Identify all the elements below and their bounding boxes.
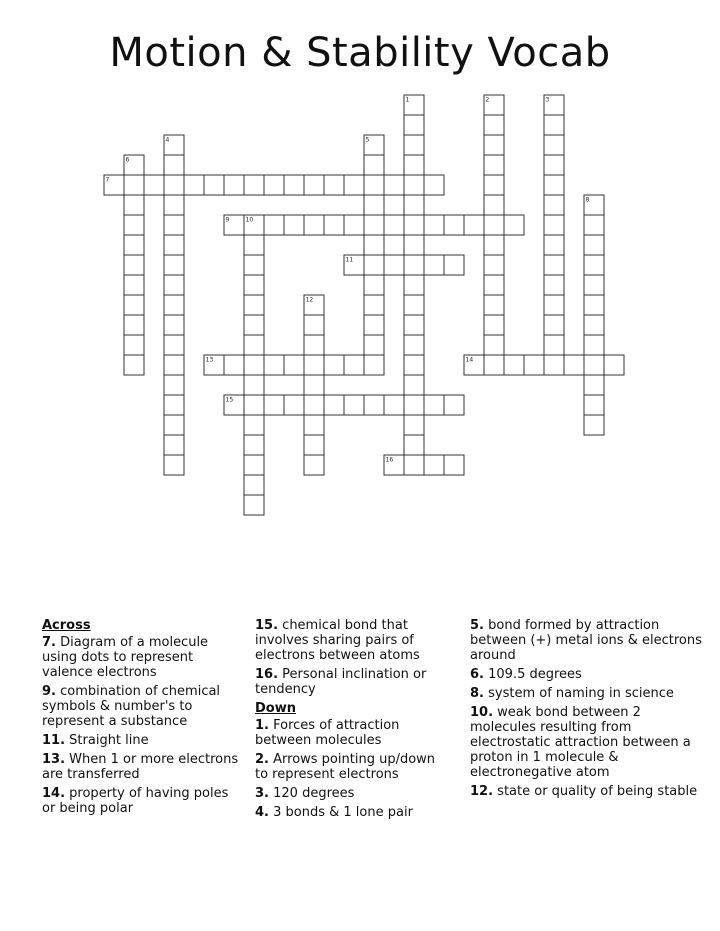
- grid-cell[interactable]: [164, 435, 184, 455]
- grid-cell[interactable]: [584, 355, 604, 375]
- grid-cell[interactable]: [544, 195, 564, 215]
- grid-cell[interactable]: [244, 415, 264, 435]
- grid-cell[interactable]: [484, 335, 504, 355]
- grid-cell[interactable]: [444, 395, 464, 415]
- grid-cell[interactable]: [544, 155, 564, 175]
- grid-cell[interactable]: [364, 315, 384, 335]
- across-clue-13: 13. When 1 or more electrons are transferred: [42, 752, 239, 782]
- grid-cell[interactable]: [244, 175, 264, 195]
- grid-cell[interactable]: [404, 315, 424, 335]
- clue-number-14: 14: [465, 356, 474, 364]
- grid-cell[interactable]: [384, 255, 404, 275]
- clue-number-5: 5: [365, 136, 370, 144]
- grid-cell[interactable]: [404, 375, 424, 395]
- clues-column-1: [42, 618, 242, 820]
- grid-cell[interactable]: [164, 395, 184, 415]
- grid-cell[interactable]: [404, 355, 424, 375]
- grid-cell[interactable]: [264, 395, 284, 415]
- grid-cell[interactable]: [164, 255, 184, 275]
- grid-cell[interactable]: [244, 395, 264, 415]
- grid-cell[interactable]: [244, 315, 264, 335]
- grid-cell[interactable]: [404, 335, 424, 355]
- clue-number-3: 3: [545, 96, 550, 104]
- grid-cell[interactable]: [544, 295, 564, 315]
- clue-number-8: 8: [585, 196, 590, 204]
- grid-cell[interactable]: [424, 395, 444, 415]
- grid-cell[interactable]: [364, 175, 384, 195]
- grid-cell[interactable]: [124, 315, 144, 335]
- grid-cell[interactable]: [164, 295, 184, 315]
- grid-cell[interactable]: [364, 275, 384, 295]
- grid-cell[interactable]: [164, 275, 184, 295]
- grid-cell[interactable]: [484, 295, 504, 315]
- grid-cell[interactable]: [304, 435, 324, 455]
- grid-cell[interactable]: [164, 235, 184, 255]
- grid-cell[interactable]: [244, 335, 264, 355]
- grid-cell[interactable]: [384, 175, 404, 195]
- across-clue-16: 16. Personal inclination or tendency: [255, 667, 427, 697]
- grid-cell[interactable]: [544, 275, 564, 295]
- grid-cell[interactable]: [364, 195, 384, 215]
- grid-cell[interactable]: [544, 315, 564, 335]
- clue-number-6: 6: [125, 156, 130, 164]
- clue-number-4: 4: [165, 136, 170, 144]
- clue-number-10: 10: [245, 216, 254, 224]
- down-clue-2: 2. Arrows pointing up/down to represent electrons: [255, 752, 436, 782]
- clue-number-16: 16: [385, 456, 394, 464]
- grid-cell[interactable]: [404, 395, 424, 415]
- grid-cell[interactable]: [284, 215, 304, 235]
- grid-cell[interactable]: [124, 195, 144, 215]
- grid-cell[interactable]: [404, 275, 424, 295]
- grid-cell[interactable]: [344, 395, 364, 415]
- grid-cell[interactable]: [164, 375, 184, 395]
- grid-cell[interactable]: [164, 215, 184, 235]
- grid-cell[interactable]: [484, 235, 504, 255]
- grid-cell[interactable]: [544, 215, 564, 235]
- grid-cell[interactable]: [304, 415, 324, 435]
- grid-cell[interactable]: [324, 355, 344, 375]
- grid-cell[interactable]: [524, 355, 544, 375]
- grid-cell[interactable]: [384, 395, 404, 415]
- grid-cell[interactable]: [324, 395, 344, 415]
- grid-cell[interactable]: [244, 295, 264, 315]
- grid-cell[interactable]: [304, 355, 324, 375]
- grid-cell[interactable]: [264, 355, 284, 375]
- grid-cell[interactable]: [404, 155, 424, 175]
- clue-number-12: 12: [305, 296, 314, 304]
- grid-cell[interactable]: [164, 155, 184, 175]
- grid-cell[interactable]: [484, 275, 504, 295]
- grid-cell[interactable]: [144, 175, 164, 195]
- grid-cell[interactable]: [364, 215, 384, 235]
- grid-cell[interactable]: [604, 355, 624, 375]
- grid-cell[interactable]: [544, 115, 564, 135]
- grid-cell[interactable]: [284, 355, 304, 375]
- grid-cell[interactable]: [284, 395, 304, 415]
- across-clue-11: 11. Straight line: [42, 733, 149, 748]
- across-clue-14: 14. property of having poles or being polar: [42, 786, 229, 816]
- clue-number-15: 15: [225, 396, 234, 404]
- grid-cell[interactable]: [584, 375, 604, 395]
- grid-cell[interactable]: [304, 335, 324, 355]
- grid-cell[interactable]: [584, 395, 604, 415]
- grid-cell[interactable]: [124, 235, 144, 255]
- grid-cell[interactable]: [484, 195, 504, 215]
- grid-cell[interactable]: [224, 355, 244, 375]
- grid-cell[interactable]: [164, 355, 184, 375]
- grid-cell[interactable]: [244, 255, 264, 275]
- grid-cell[interactable]: [424, 255, 444, 275]
- grid-cell[interactable]: [324, 175, 344, 195]
- down-clue-3: 3. 120 degrees: [255, 786, 355, 801]
- down-clue-12: 12. state or quality of being stable: [470, 784, 698, 799]
- grid-cell[interactable]: [244, 455, 264, 475]
- down-clue-5: 5. bond formed by attraction between (+) metal ions & electrons around: [470, 618, 702, 663]
- grid-cell[interactable]: [164, 175, 184, 195]
- grid-cell[interactable]: [124, 355, 144, 375]
- grid-cell[interactable]: [184, 175, 204, 195]
- grid-cell[interactable]: [164, 335, 184, 355]
- grid-cell[interactable]: [304, 395, 324, 415]
- grid-cell[interactable]: [244, 375, 264, 395]
- page-title: Motion & Stability Vocab: [109, 30, 611, 76]
- clues-column-3: [470, 618, 702, 803]
- grid-cell[interactable]: [244, 275, 264, 295]
- grid-cell[interactable]: [424, 215, 444, 235]
- grid-cell[interactable]: [124, 295, 144, 315]
- grid-cell[interactable]: [244, 355, 264, 375]
- down-clue-10: 10. weak bond between 2 molecules resulting from electrostatic attraction between a proton in 1 molecule & electronegative atom: [470, 705, 691, 780]
- grid-cell[interactable]: [244, 235, 264, 255]
- grid-cell[interactable]: [564, 355, 584, 375]
- grid-cell[interactable]: [544, 235, 564, 255]
- grid-cell[interactable]: [444, 215, 464, 235]
- grid-cell[interactable]: [584, 295, 604, 315]
- grid-cell[interactable]: [584, 335, 604, 355]
- grid-cell[interactable]: [584, 275, 604, 295]
- grid-cell[interactable]: [324, 215, 344, 235]
- grid-cell[interactable]: [544, 135, 564, 155]
- grid-cell[interactable]: [584, 255, 604, 275]
- grid-cell[interactable]: [544, 355, 564, 375]
- grid-cell[interactable]: [464, 215, 484, 235]
- grid-cell[interactable]: [484, 155, 504, 175]
- grid-cell[interactable]: [304, 375, 324, 395]
- grid-cell[interactable]: [404, 255, 424, 275]
- grid-cell[interactable]: [304, 215, 324, 235]
- down-clue-8: 8. system of naming in science: [470, 686, 674, 701]
- grid-cell[interactable]: [404, 415, 424, 435]
- grid-cell[interactable]: [304, 455, 324, 475]
- grid-cell[interactable]: [264, 215, 284, 235]
- grid-cell[interactable]: [404, 455, 424, 475]
- grid-cell[interactable]: [384, 215, 404, 235]
- clue-number-13: 13: [205, 356, 214, 364]
- grid-cell[interactable]: [364, 355, 384, 375]
- grid-cell[interactable]: [544, 175, 564, 195]
- down-clue-4: 4. 3 bonds & 1 lone pair: [255, 805, 413, 820]
- grid-cell[interactable]: [364, 395, 384, 415]
- down-clue-6: 6. 109.5 degrees: [470, 667, 582, 682]
- clue-number-7: 7: [105, 176, 110, 184]
- grid-cell[interactable]: [364, 155, 384, 175]
- grid-cell[interactable]: [584, 215, 604, 235]
- grid-cell[interactable]: [404, 135, 424, 155]
- grid-cell[interactable]: [484, 215, 504, 235]
- grid-cell[interactable]: [124, 175, 144, 195]
- grid-cell[interactable]: [424, 455, 444, 475]
- grid-cell[interactable]: [484, 175, 504, 195]
- grid-cell[interactable]: [224, 175, 244, 195]
- grid-cell[interactable]: [304, 175, 324, 195]
- grid-cell[interactable]: [444, 255, 464, 275]
- clue-number-2: 2: [485, 96, 490, 104]
- grid-cell[interactable]: [124, 215, 144, 235]
- grid-cell[interactable]: [584, 315, 604, 335]
- grid-cell[interactable]: [424, 175, 444, 195]
- grid-cell[interactable]: [444, 455, 464, 475]
- grid-cell[interactable]: [124, 255, 144, 275]
- grid-cell[interactable]: [404, 175, 424, 195]
- grid-cell[interactable]: [404, 215, 424, 235]
- grid-cell[interactable]: [364, 295, 384, 315]
- grid-cell[interactable]: [244, 435, 264, 455]
- grid-cell[interactable]: [484, 115, 504, 135]
- grid-cell[interactable]: [124, 335, 144, 355]
- grid-cell[interactable]: [344, 355, 364, 375]
- clue-number-11: 11: [345, 256, 354, 264]
- grid-cell[interactable]: [244, 475, 264, 495]
- grid-cell[interactable]: [264, 175, 284, 195]
- grid-cell[interactable]: [504, 215, 524, 235]
- grid-cell[interactable]: [584, 415, 604, 435]
- grid-cell[interactable]: [344, 175, 364, 195]
- grid-cell[interactable]: [164, 195, 184, 215]
- grid-cell[interactable]: [584, 235, 604, 255]
- down-clue-1: 1. Forces of attraction between molecules: [255, 718, 400, 748]
- across-header: Across: [42, 618, 91, 633]
- grid-cell[interactable]: [164, 455, 184, 475]
- grid-cell[interactable]: [244, 495, 264, 515]
- grid-cell[interactable]: [164, 415, 184, 435]
- across-clue-15: 15. chemical bond that involves sharing pairs of electrons between atoms: [255, 618, 420, 663]
- grid-cell[interactable]: [344, 215, 364, 235]
- grid-cell[interactable]: [164, 315, 184, 335]
- grid-cell[interactable]: [304, 315, 324, 335]
- grid-cell[interactable]: [204, 175, 224, 195]
- grid-cell[interactable]: [364, 235, 384, 255]
- grid-cell[interactable]: [364, 335, 384, 355]
- down-header: Down: [255, 701, 296, 716]
- clue-number-1: 1: [405, 96, 410, 104]
- grid-cell[interactable]: [504, 355, 524, 375]
- grid-cell[interactable]: [484, 315, 504, 335]
- across-clue-7: 7. Diagram of a molecule using dots to represent valence electrons: [42, 635, 209, 680]
- grid-cell[interactable]: [484, 135, 504, 155]
- grid-cell[interactable]: [404, 115, 424, 135]
- across-clue-9: 9. combination of chemical symbols & number's to represent a substance: [42, 684, 221, 729]
- clues-column-2: [255, 618, 451, 824]
- grid-cell[interactable]: [404, 435, 424, 455]
- grid-cell[interactable]: [544, 255, 564, 275]
- grid-cell[interactable]: [544, 335, 564, 355]
- clue-number-9: 9: [225, 216, 230, 224]
- grid-cell[interactable]: [404, 235, 424, 255]
- grid-cell[interactable]: [404, 195, 424, 215]
- grid-cell[interactable]: [404, 295, 424, 315]
- grid-cell[interactable]: [124, 275, 144, 295]
- grid-cell[interactable]: [364, 255, 384, 275]
- grid-cell[interactable]: [484, 355, 504, 375]
- grid-cell[interactable]: [484, 255, 504, 275]
- grid-cell[interactable]: [284, 175, 304, 195]
